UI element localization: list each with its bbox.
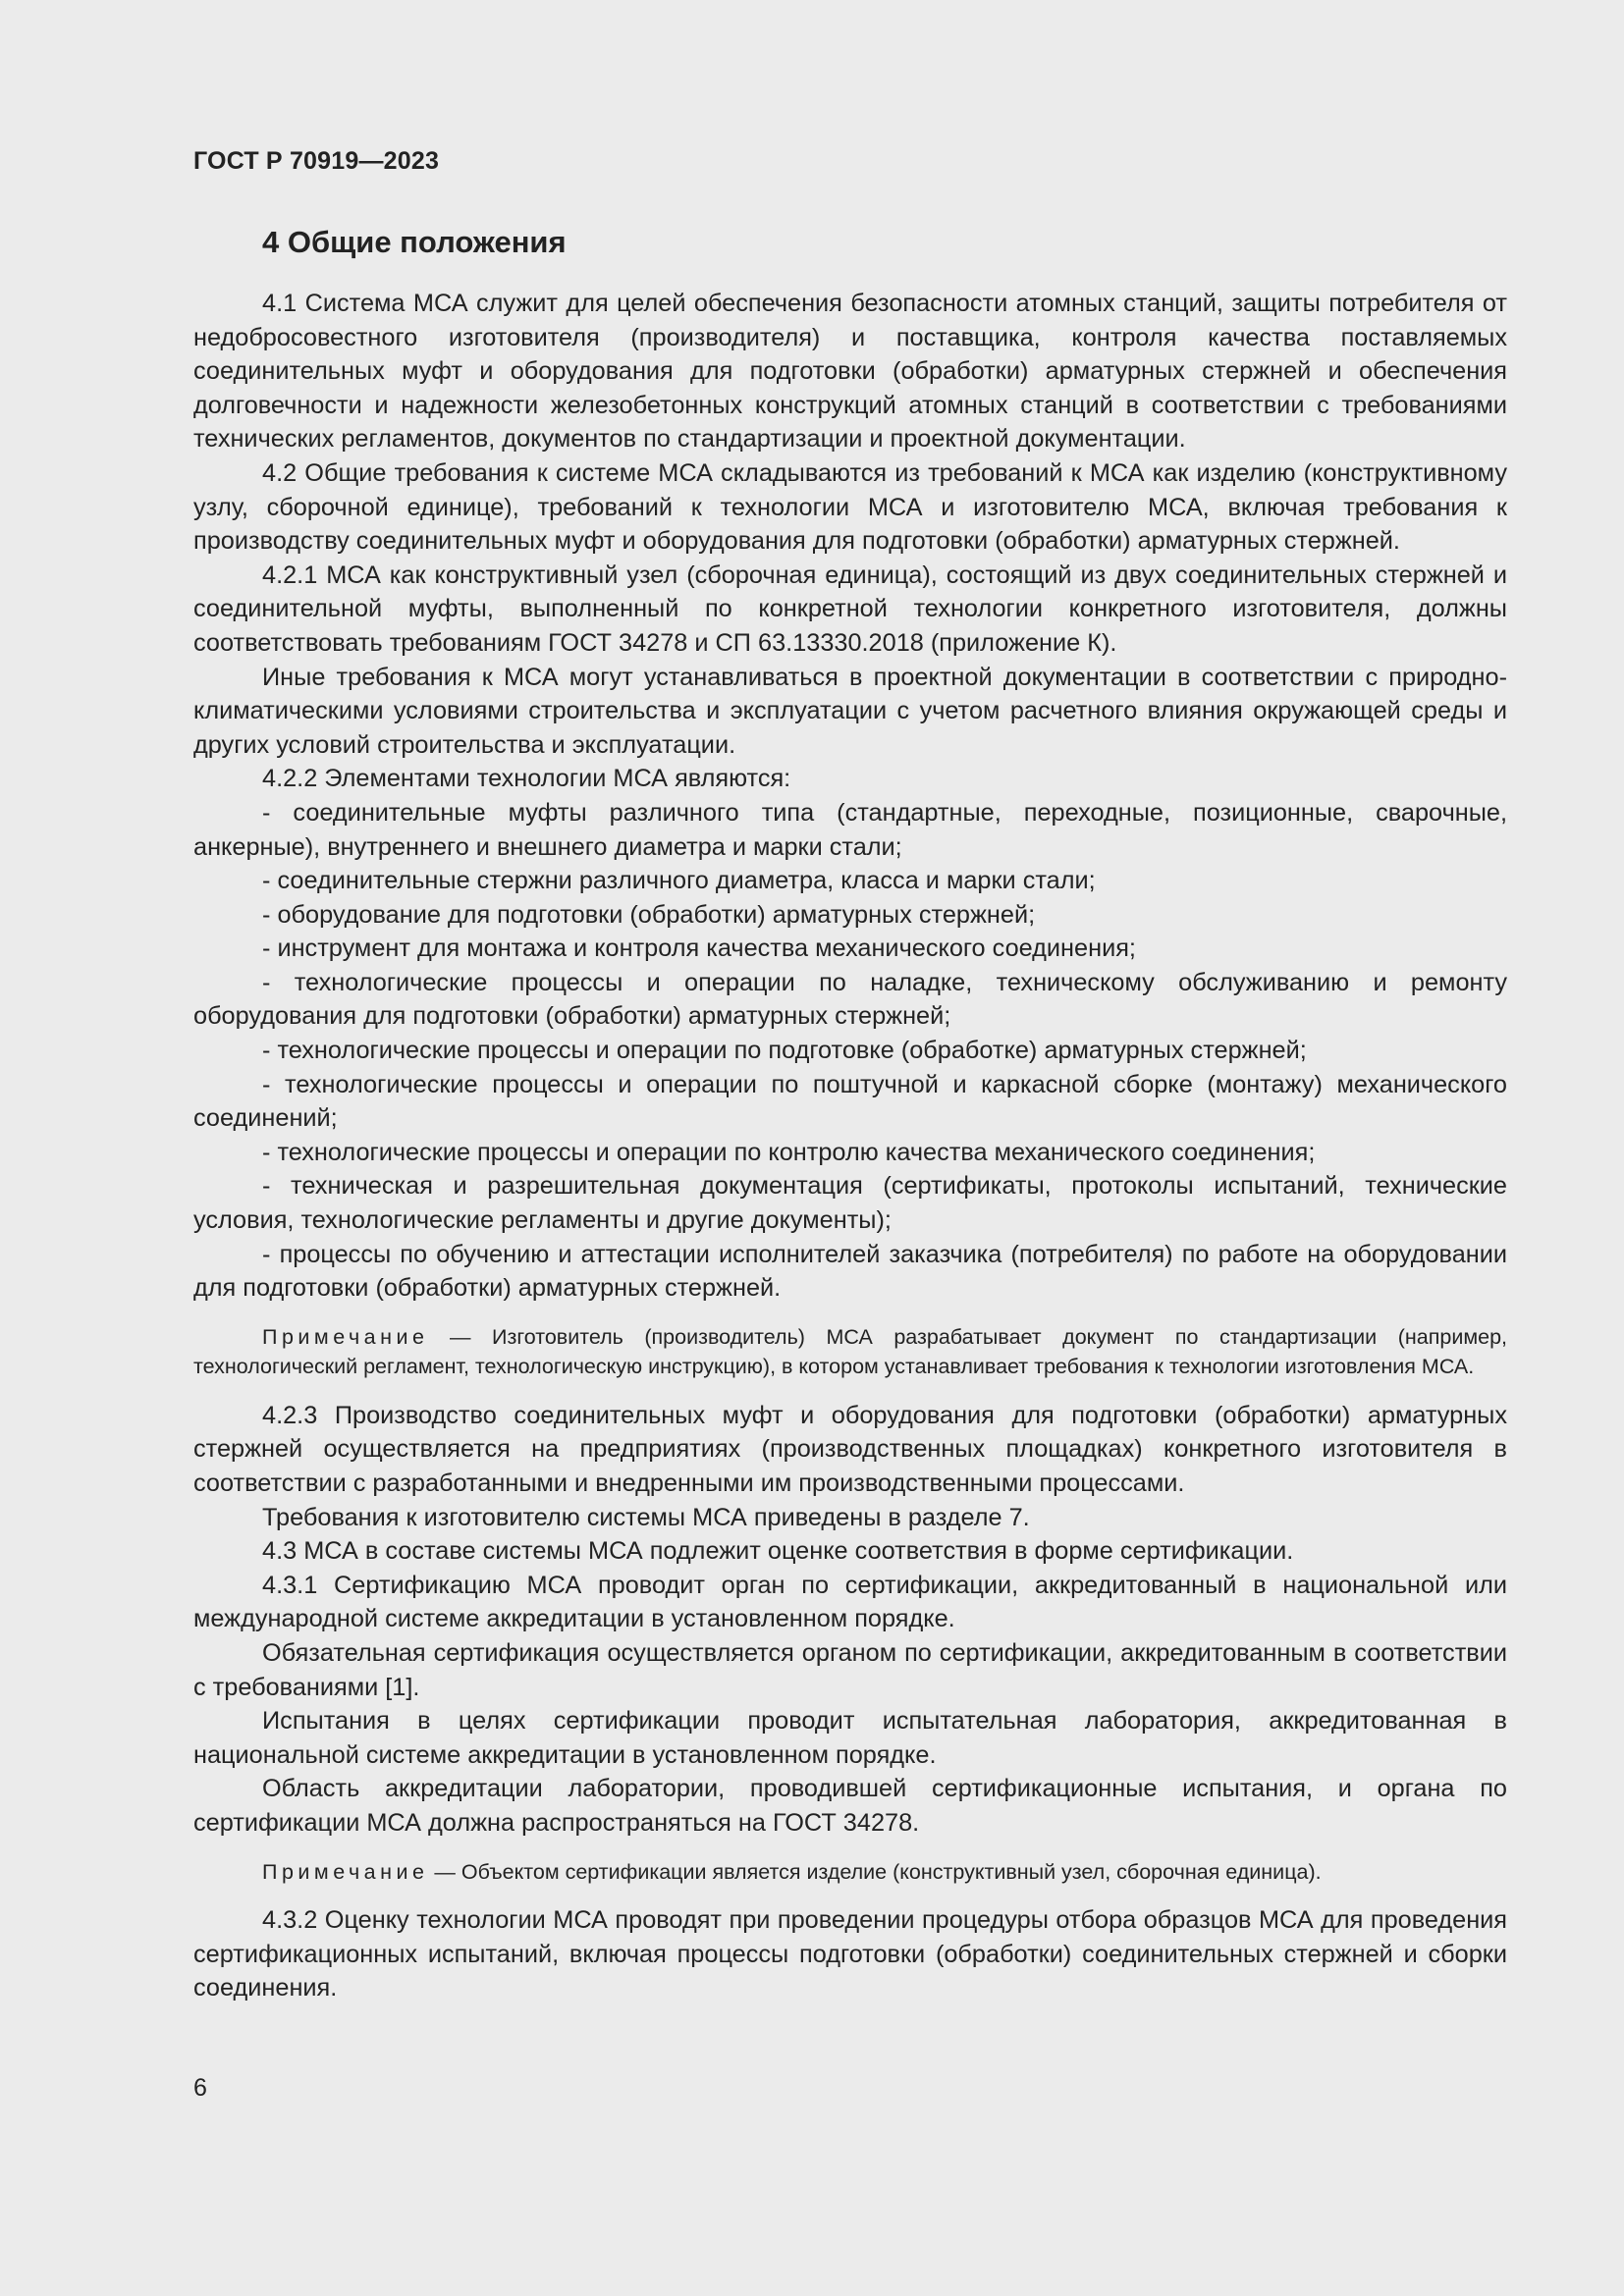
list-item-assembly-processes: - технологические процессы и операции по поштучной и каркасной сборке (монтажу) механического соединений; xyxy=(193,1070,1507,1133)
paragraph-certification-testing: Испытания в целях сертификации проводит испытательная лаборатория, аккредитованная в национальной системе аккредитации в установленном порядке. xyxy=(193,1707,1507,1769)
paragraph-4-2-3: 4.2.3 Производство соединительных муфт и оборудования для подготовки (обработки) арматурных стержней осуществляется на предприятиях (производственных площадках) конкретного изготовителя в соответствии с разработанными и внедренными им производственными процессами. xyxy=(193,1401,1507,1497)
list-item-tools: - инструмент для монтажа и контроля качества механического соединения; xyxy=(262,934,1136,963)
paragraph-mandatory-certification: Обязательная сертификация осуществляется органом по сертификации, аккредитованным в соответствии с требованиями [1]. xyxy=(193,1638,1507,1701)
list-item-documentation: - техническая и разрешительная документация (сертификаты, протоколы испытаний, технические условия, технологические регламенты и другие документы); xyxy=(193,1172,1507,1235)
list-item-couplings: - соединительные муфты различного типа (стандартные, переходные, позиционные, сварочные, анкерные), внутреннего и внешнего диаметра и марки стали; xyxy=(193,798,1507,861)
document-number-header: ГОСТ Р 70919—2023 xyxy=(193,147,440,175)
list-item-preparation-processes: - технологические процессы и операции по подготовке (обработке) арматурных стержней; xyxy=(262,1037,1307,1065)
list-item-training: - процессы по обучению и аттестации исполнителей заказчика (потребителя) по работе на оборудовании для подготовки (обработки) арматурных стержней. xyxy=(193,1240,1507,1303)
note-manufacturer xyxy=(193,1322,1507,1382)
page-number: 6 xyxy=(193,2074,207,2102)
list-item-quality-control-processes: - технологические процессы и операции по контролю качества механического соединения; xyxy=(262,1138,1316,1166)
paragraph-4-3-1: 4.3.1 Сертификацию МСА проводит орган по сертификации, аккредитованный в национальной или международной системе аккредитации в установленном порядке. xyxy=(193,1571,1507,1633)
paragraph-4-2-1: 4.2.1 МСА как конструктивный узел (сборочная единица), состоящий из двух соединительных стержней и соединительной муфты, выполненный по конкретной технологии конкретного изготовителя, должны соответствовать требованиям ГОСТ 34278 и СП 63.13330.2018 (приложение К). xyxy=(193,561,1507,657)
page-content xyxy=(193,221,1507,2005)
paragraph-4-2-2: 4.2.2 Элементами технологии МСА являются: xyxy=(262,765,791,793)
paragraph-4-3: 4.3 МСА в составе системы МСА подлежит оценке соответствия в форме сертификации. xyxy=(262,1537,1294,1566)
note-text: — Объектом сертификации является изделие (конструктивный узел, сборочная единица). xyxy=(428,1859,1322,1884)
paragraph-manufacturer-requirements: Требования к изготовителю системы МСА приведены в разделе 7. xyxy=(262,1503,1030,1531)
list-item-rods: - соединительные стержни различного диаметра, класса и марки стали; xyxy=(262,867,1096,895)
paragraph-other-requirements: Иные требования к МСА могут устанавливаться в проектной документации в соответствии с природно-климатическими условиями строительства и эксплуатации с учетом расчетного влияния окружающей среды и других условий строительства и эксплуатации. xyxy=(193,663,1507,759)
paragraph-accreditation-scope: Область аккредитации лаборатории, проводившей сертификационные испытания, и органа по сертификации МСА должна распространяться на ГОСТ 34278. xyxy=(193,1775,1507,1837)
paragraph-4-3-2: 4.3.2 Оценку технологии МСА проводят при проведении процедуры отбора образцов МСА для проведения сертификационных испытаний, включая процессы подготовки (обработки) соединительных стержней и сборки соединения. xyxy=(193,1906,1507,2002)
note-label: Примечание xyxy=(262,1324,429,1349)
list-item-maintenance-processes: - технологические процессы и операции по наладке, техническому обслуживанию и ремонту оборудования для подготовки (обработки) арматурных стержней; xyxy=(193,968,1507,1031)
list-item-equipment: - оборудование для подготовки (обработки) арматурных стержней; xyxy=(262,900,1036,929)
note-certification-object xyxy=(193,1857,1507,1888)
note-label: Примечание xyxy=(262,1859,429,1884)
paragraph-4-2: 4.2 Общие требования к системе МСА складываются из требований к МСА как изделию (конструктивному узлу, сборочной единице), требований к технологии МСА и изготовителю МСА, включая требования к производству соединительных муфт и оборудования для подготовки (обработки) арматурных стержней. xyxy=(193,458,1507,556)
note-text: — Изготовитель (производитель) МСА разрабатывает документ по стандартизации (например, технологический регламент, технологическую инструкцию), в котором устанавливает требования к технологии изготовления МСА. xyxy=(193,1324,1507,1379)
paragraph-4-1: 4.1 Система МСА служит для целей обеспечения безопасности атомных станций, защиты потребителя от недобросовестного изготовителя (производителя) и поставщика, контроля качества поставляемых соединительных муфт и оборудования для подготовки (обработки) арматурных стержней и обеспечения долговечности и надежности железобетонных конструкций атомных станций в соответствии с требованиями технических регламентов, документов по стандартизации и проектной документации. xyxy=(193,290,1507,454)
section-title: 4 Общие положения xyxy=(262,225,567,259)
